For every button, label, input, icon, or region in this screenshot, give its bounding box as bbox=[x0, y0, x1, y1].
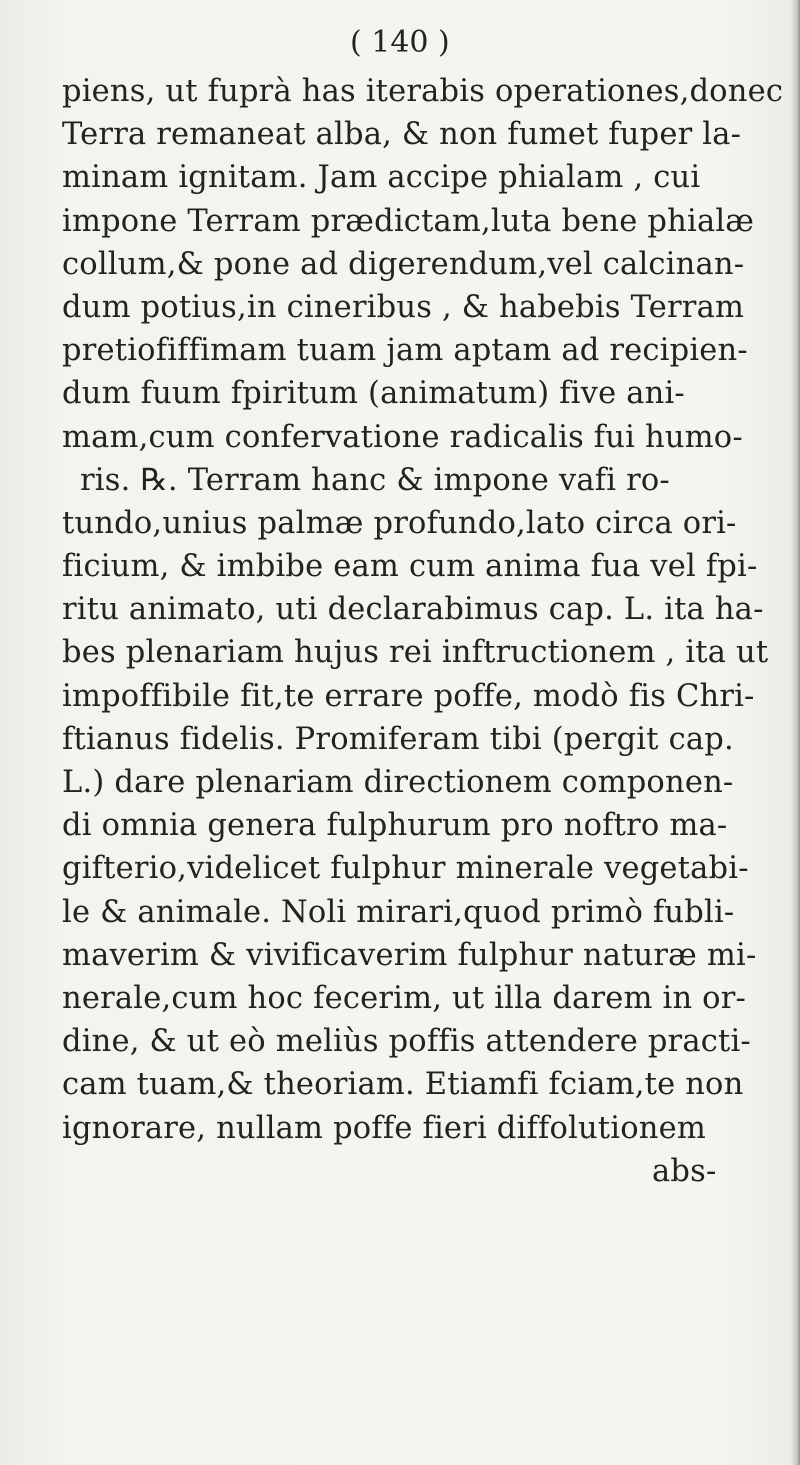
text-line: mam,cum confervatione radicalis fui humo- bbox=[62, 419, 743, 455]
text-line: ficium, & imbibe eam cum anima fua vel fpi- bbox=[62, 549, 758, 585]
text-line: ris. ℞. Terram hanc & impone vafi ro- bbox=[80, 462, 670, 498]
text-line: impone Terram prædictam,luta bene phialæ bbox=[62, 203, 755, 239]
page-number-header: ( 140 ) bbox=[350, 25, 450, 60]
catchword: abs- bbox=[652, 1153, 717, 1189]
text-line: dum potius,in cineribus , & habebis Terram bbox=[62, 289, 745, 325]
text-line: impoffibile fit,te errare poffe, modò fis Chri- bbox=[62, 678, 755, 714]
page-edge-shadow bbox=[790, 0, 800, 1465]
text-line: dum fuum fpiritum (animatum) five ani- bbox=[62, 376, 685, 412]
text-line: collum,& pone ad digerendum,vel calcinan- bbox=[62, 246, 745, 282]
text-line: ftianus fidelis. Promiferam tibi (pergit cap. bbox=[62, 721, 734, 757]
text-line: bes plenariam hujus rei inftructionem , ita ut bbox=[62, 635, 769, 671]
text-line: di omnia genera fulphurum pro noftro ma- bbox=[62, 808, 728, 844]
text-line: ritu animato, uti declarabimus cap. L. ita ha- bbox=[62, 592, 764, 628]
text-line: nerale,cum hoc fecerim, ut illa darem in or- bbox=[62, 980, 747, 1016]
text-line: gifterio,videlicet fulphur minerale vegetabi- bbox=[62, 851, 749, 887]
text-line: minam ignitam. Jam accipe phialam , cui bbox=[62, 160, 701, 196]
text-line: tundo,unius palmæ profundo,lato circa ori- bbox=[62, 505, 737, 541]
page-body-text bbox=[62, 70, 797, 1193]
text-line: maverim & vivificaverim fulphur naturæ mi- bbox=[62, 937, 757, 973]
text-line: ignorare, nullam poffe fieri diffolutionem bbox=[62, 1110, 707, 1146]
text-line: cam tuam,& theoriam. Etiamfi fciam,te non bbox=[62, 1067, 744, 1103]
text-line: piens, ut fuprà has iterabis operationes,donec bbox=[62, 74, 784, 109]
text-line: L.) dare plenariam directionem componen- bbox=[62, 765, 734, 800]
text-line: le & animale. Noli mirari,quod primò fubli- bbox=[62, 894, 735, 930]
text-line: pretiofiffimam tuam jam aptam ad recipien- bbox=[62, 333, 748, 369]
text-line: dine, & ut eò meliùs poffis attendere practi- bbox=[62, 1024, 751, 1060]
text-line: Terra remaneat alba, & non fumet fuper la- bbox=[62, 117, 742, 153]
